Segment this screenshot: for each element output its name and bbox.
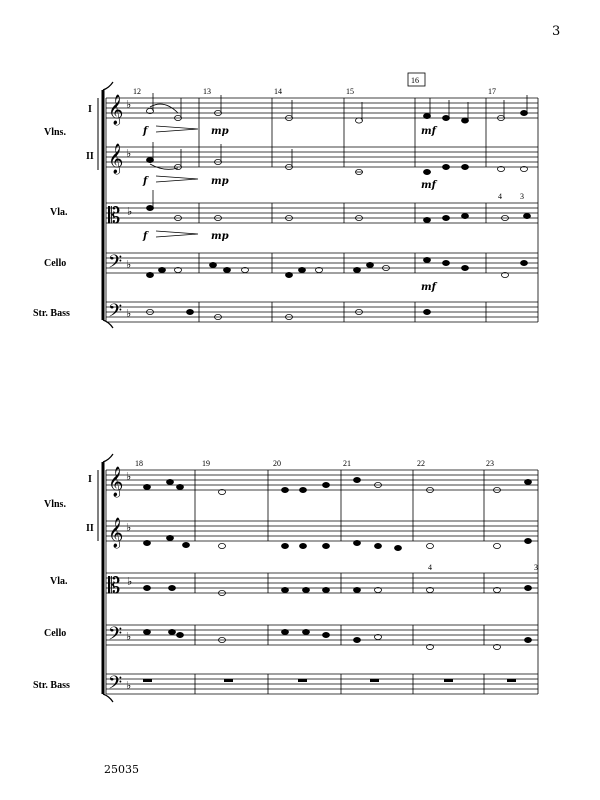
staff-cello [106,253,538,273]
dynamic-mezzo-forte: mf [421,180,436,191]
measure-number: 14 [274,87,282,96]
alto-clef-icon: 𝄡 [108,574,121,599]
bass-clef-icon: 𝄢 [108,624,123,649]
bass-whole-rests [143,679,516,682]
staff-viola [106,203,538,223]
barlines-system-1 [106,98,538,322]
rehearsal-mark: 16 [411,76,419,85]
treble-clef-icon: 𝄞 [108,467,124,497]
cello-label: Cello [44,258,67,269]
measure-number: 21 [343,459,351,468]
dynamic-mezzo-forte: mf [421,282,436,293]
viola-label: Vla. [50,576,68,587]
staff-violin1 [106,98,538,118]
svg-text:♭: ♭ [126,521,132,534]
fingering: 3 [520,192,524,201]
bass-clef-icon: 𝄢 [108,673,123,698]
svg-text:♭: ♭ [126,307,132,320]
staff-violin2 [106,147,538,167]
bass-label: Str. Bass [33,680,70,691]
svg-text:♭: ♭ [126,679,132,692]
measure-number: 17 [488,87,496,96]
system-1 [33,73,538,328]
violin1-label: I [88,474,92,485]
bass-label: Str. Bass [33,308,70,319]
staff-bass [106,674,538,694]
dynamic-mezzo-piano: mp [211,176,229,187]
violin1-label: I [88,104,92,115]
measure-number: 19 [202,459,210,468]
svg-text:♭: ♭ [126,470,132,483]
bass-clef-icon: 𝄢 [108,301,123,326]
violin2-label: II [86,523,94,534]
cello-label: Cello [44,628,67,639]
page-number: 3 [552,24,561,39]
fingering: 3 [534,563,538,572]
svg-text:♭: ♭ [126,98,132,111]
measure-number: 15 [346,87,354,96]
svg-text:♭: ♭ [127,575,133,588]
dynamic-forte: f [143,126,148,137]
barlines-system-2 [106,470,538,694]
dynamic-mezzo-piano: mp [211,231,229,242]
dynamic-mezzo-forte: mf [421,126,436,137]
key-signature-flats [126,470,132,692]
svg-text:♭: ♭ [126,147,132,160]
svg-text:♭: ♭ [126,258,132,271]
treble-clef-icon: 𝄞 [108,95,124,125]
measure-number: 20 [273,459,281,468]
system-2 [33,454,538,702]
measure-number: 23 [486,459,494,468]
svg-text:♭: ♭ [126,630,132,643]
dynamic-forte: f [143,231,148,242]
dynamic-mezzo-piano: mp [211,126,229,137]
violins-label: Vlns. [44,499,66,510]
treble-clef-icon: 𝄞 [108,144,124,174]
svg-text:♭: ♭ [127,205,133,218]
key-signature-flats [126,98,132,320]
measure-number: 22 [417,459,425,468]
staff-cello [106,625,538,645]
treble-clef-icon: 𝄞 [108,518,124,548]
violins-label: Vlns. [44,127,66,138]
measure-number: 13 [203,87,211,96]
measure-number: 12 [133,87,141,96]
catalog-number: 25035 [104,763,139,776]
fingering: 4 [428,563,432,572]
measure-number: 18 [135,459,143,468]
fingering: 4 [498,192,502,201]
notes-system-1 [147,93,531,320]
violin2-label: II [86,151,94,162]
notes-system-2 [144,477,532,649]
dynamic-forte: f [143,176,148,187]
viola-label: Vla. [50,207,68,218]
staff-bass [106,302,538,322]
alto-clef-icon: 𝄡 [108,204,121,229]
bass-clef-icon: 𝄢 [108,252,123,277]
